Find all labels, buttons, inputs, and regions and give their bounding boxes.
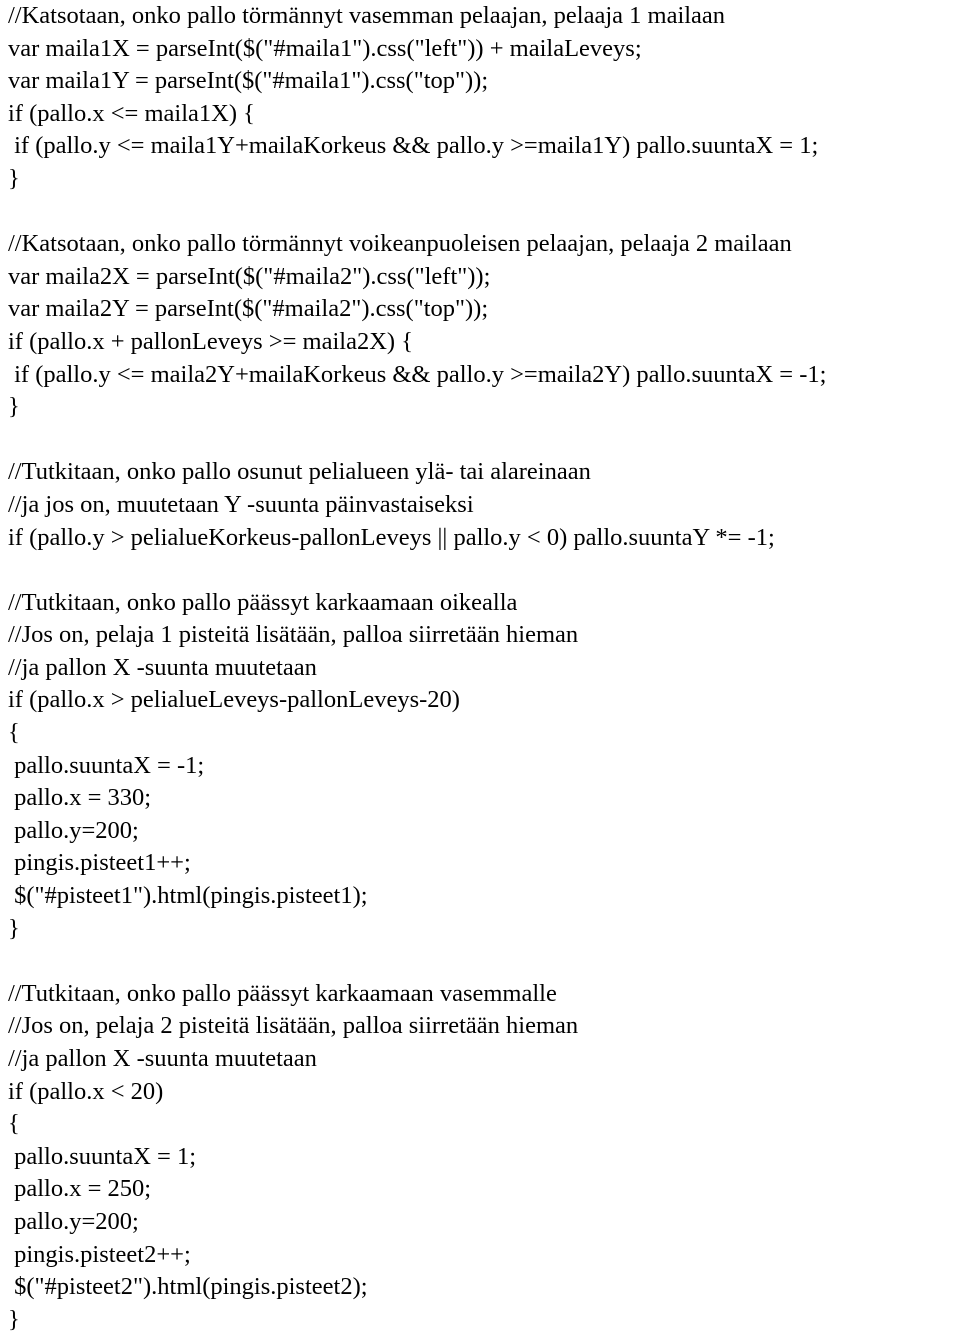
code-line: }: [8, 393, 20, 421]
code-line: [8, 945, 960, 978]
code-line: [8, 554, 960, 587]
code-line: if (pallo.x < 20): [8, 1077, 164, 1105]
code-line: pallo.x = 250;: [8, 1175, 152, 1203]
code-line: //Tutkitaan, onko pallo päässyt karkaamaan vasemmalle: [8, 979, 557, 1007]
code-line: //Jos on, pelaja 2 pisteitä lisätään, palloa siirretään hieman: [8, 1012, 579, 1040]
code-line: //Tutkitaan, onko pallo päässyt karkaamaan oikealla: [8, 588, 518, 616]
code-line: $("#pisteet2").html(pingis.pisteet2);: [8, 1273, 368, 1301]
code-line: if (pallo.y > pelialueKorkeus-pallonLeveys || pallo.y < 0) pallo.suuntaY *= -1;: [8, 523, 775, 551]
code-line: [8, 196, 960, 229]
code-line: pingis.pisteet2++;: [8, 1240, 191, 1268]
code-line: //Jos on, pelaja 1 pisteitä lisätään, palloa siirretään hieman: [8, 621, 579, 649]
code-line: pingis.pisteet1++;: [8, 849, 191, 877]
code-line: //ja pallon X -suunta muutetaan: [8, 653, 317, 681]
code-line: pallo.suuntaX = 1;: [8, 1142, 197, 1170]
code-line: pallo.y=200;: [8, 816, 139, 844]
code-line: }: [8, 1305, 20, 1333]
code-line: {: [8, 1110, 20, 1138]
code-line: if (pallo.x <= maila1X) {: [8, 99, 255, 127]
code-line: $("#pisteet1").html(pingis.pisteet1);: [8, 882, 368, 910]
code-line: //ja pallon X -suunta muutetaan: [8, 1045, 317, 1072]
code-line: {: [8, 719, 20, 747]
code-line: var maila1Y = parseInt($("#maila1").css("top"));: [8, 67, 489, 95]
code-line: pallo.y=200;: [8, 1207, 139, 1235]
code-line: [8, 424, 960, 457]
code-line: }: [8, 914, 20, 942]
code-line: if (pallo.x > pelialueLeveys-pallonLeveys-20): [8, 686, 460, 714]
code-line: //Tutkitaan, onko pallo osunut pelialueen ylä- tai alareinaan: [8, 458, 591, 486]
code-line: var maila1X = parseInt($("#maila1").css("left")) + mailaLeveys;: [8, 34, 642, 62]
code-line: var maila2Y = parseInt($("#maila2").css("top"));: [8, 295, 489, 323]
code-line: var maila2X = parseInt($("#maila2").css("left"));: [8, 262, 491, 290]
code-line: }: [8, 164, 20, 192]
code-line: pallo.suuntaX = -1;: [8, 751, 205, 779]
code-line: if (pallo.y <= maila1Y+mailaKorkeus && pallo.y >=maila1Y) pallo.suuntaX = 1;: [8, 132, 819, 160]
code-line: pallo.x = 330;: [8, 784, 152, 812]
code-line: if (pallo.x + pallonLeveys >= maila2X) {: [8, 327, 413, 355]
code-line: //Katsotaan, onko pallo törmännyt vasemman pelaajan, pelaaja 1 mailaan: [8, 2, 726, 29]
code-line: if (pallo.y <= maila2Y+mailaKorkeus && pallo.y >=maila2Y) pallo.suuntaX = -1;: [8, 360, 827, 388]
code-line: //ja jos on, muutetaan Y -suunta päinvastaiseksi: [8, 490, 474, 518]
code-line: //Katsotaan, onko pallo törmännyt voikeanpuoleisen pelaajan, pelaaja 2 mailaan: [8, 230, 792, 258]
